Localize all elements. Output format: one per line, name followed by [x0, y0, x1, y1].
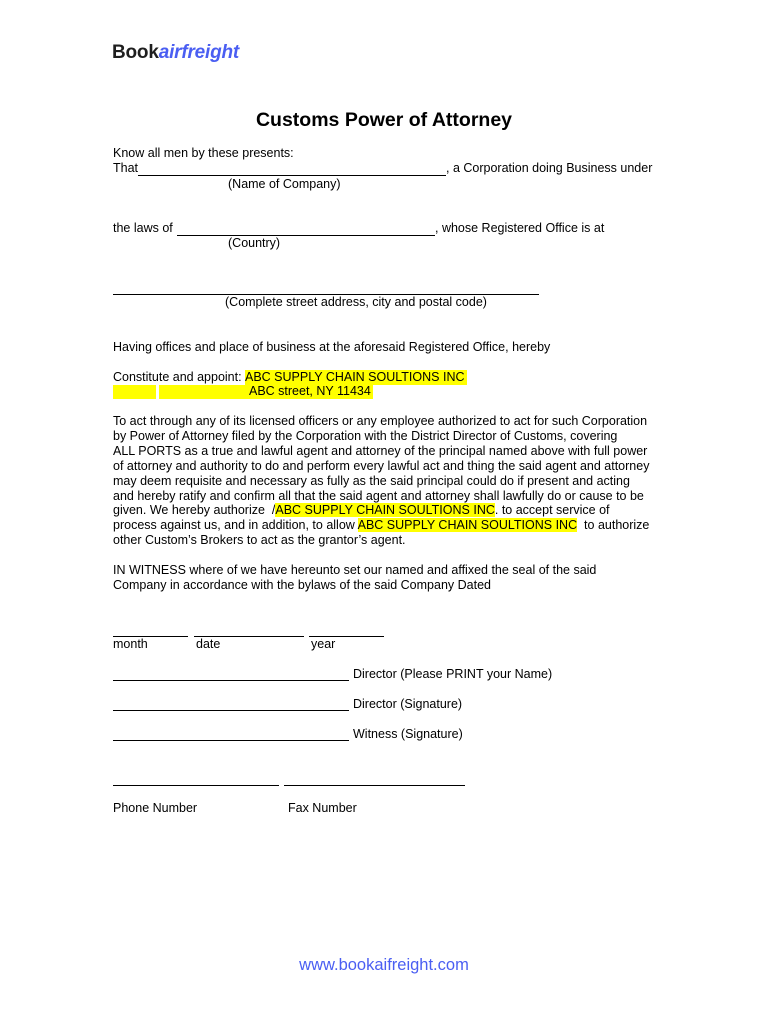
offices-text: Having offices and place of business at the aforesaid Registered Office, hereby: [113, 340, 551, 354]
address-caption: (Complete street address, city and postal code): [225, 295, 487, 309]
process-suffix: to authorize: [577, 518, 650, 532]
intro-text: Know all men by these presents:: [113, 146, 294, 160]
witness-line: Company in accordance with the bylaws of the said Company Dated: [113, 578, 491, 592]
laws-suffix: , whose Registered Office is at: [435, 221, 605, 235]
highlight-block: [159, 385, 245, 399]
year-label: year: [311, 637, 336, 651]
director-print-label: Director (Please PRINT your Name): [353, 667, 553, 681]
company-caption: (Name of Company): [228, 177, 341, 191]
body-line: ALL PORTS as a true and lawful agent and attorney of the principal named above with full power: [113, 444, 648, 458]
body-line: and hereby ratify and confirm all that the said agent and attorney shall lawfully do or cause to be: [113, 489, 644, 503]
country-caption: (Country): [228, 236, 281, 250]
phone-label: Phone Number: [113, 801, 198, 815]
logo-airfreight: airfreight: [158, 42, 240, 63]
authorize-line: [113, 503, 610, 518]
process-prefix: process against us, and in addition, to allow: [113, 518, 358, 532]
body-line: To act through any of its licensed officers or any employee authorized to act for such Corporation: [113, 414, 648, 428]
that-prefix: That: [113, 161, 139, 175]
highlight-block: [113, 385, 156, 399]
phone-field[interactable]: [113, 785, 279, 786]
appoint-label: Constitute and appoint:: [113, 370, 242, 384]
brand-logo: [112, 42, 239, 64]
witness-signature-label: Witness (Signature): [353, 727, 463, 741]
brokers-line: other Custom’s Brokers to act as the grantor’s agent.: [113, 533, 406, 547]
country-field[interactable]: [177, 235, 435, 236]
director-signature-field[interactable]: [113, 710, 349, 711]
given-suffix: . to accept service of: [494, 503, 610, 517]
footer-url[interactable]: www.bookaifreight.com: [299, 956, 469, 974]
month-label: month: [113, 637, 148, 651]
that-suffix: , a Corporation doing Business under: [446, 161, 653, 175]
body-line: by Power of Attorney filed by the Corporation with the District Director of Customs, covering: [113, 429, 618, 443]
logo-book: Book: [112, 42, 159, 63]
body-line: of attorney and authority to do and perform every lawful act and thing the said agent and attorney: [113, 459, 650, 473]
given-prefix: given. We hereby authorize /: [113, 503, 276, 517]
company-name-field[interactable]: [138, 175, 446, 176]
fax-field[interactable]: [284, 785, 465, 786]
process-name: ABC SUPPLY CHAIN SOULTIONS INC: [357, 518, 578, 532]
date-label: date: [196, 637, 221, 651]
process-line: [113, 518, 649, 533]
witness-signature-field[interactable]: [113, 740, 349, 741]
body-line: may deem requisite and necessary as fully as the said principal could do if present and acting: [113, 474, 630, 488]
laws-prefix: the laws of: [113, 221, 173, 235]
fax-label: Fax Number: [288, 801, 357, 815]
document-title: Customs Power of Attorney: [255, 109, 513, 131]
given-name: ABC SUPPLY CHAIN SOULTIONS INC: [275, 503, 495, 517]
appointee-address: ABC street, NY 11434: [245, 384, 373, 399]
appointee-name: ABC SUPPLY CHAIN SOULTIONS INC: [245, 370, 467, 385]
director-name-field[interactable]: [113, 680, 349, 681]
witness-line: IN WITNESS where of we have hereunto set our named and affixed the seal of the said: [113, 563, 597, 577]
director-signature-label: Director (Signature): [353, 697, 463, 711]
